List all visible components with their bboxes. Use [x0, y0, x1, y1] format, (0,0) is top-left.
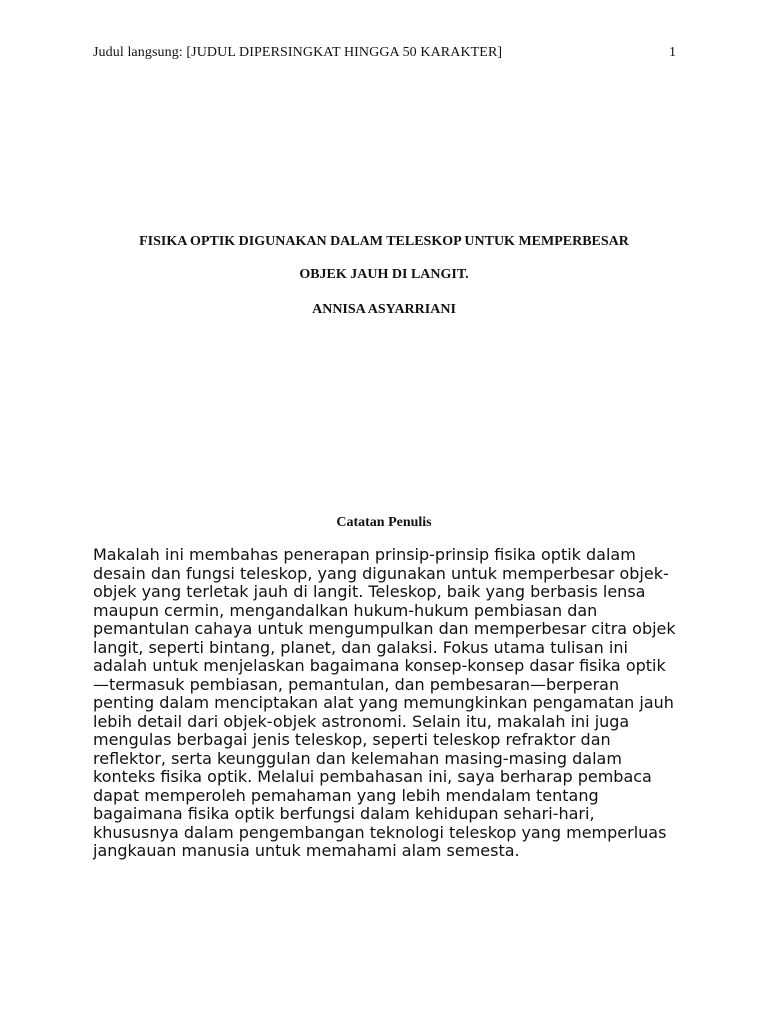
author-note-heading: Catatan Penulis: [336, 515, 432, 530]
author-note-body: Makalah ini membahas penerapan prinsip-prinsip fisika optik dalam desain dan fungsi teleskop, yang digunakan untuk memperbesar objek-objek yang terletak jauh di langit. Teleskop, baik yang berbasis lensa maupun cermin, mengandalkan hukum-hukum pembiasan dan pemantulan cahaya untuk mengumpulkan dan memperbesar citra objek langit, seperti bintang, planet, dan galaksi. Fokus utama tulisan ini adalah untuk menjelaskan bagaimana konsep-konsep dasar fisika optik—termasuk pembiasan, pemantulan, dan pembesaran—berperan penting dalam menciptakan alat yang memungkinkan pengamatan jauh lebih detail dari objek-objek astronomi. Selain itu, makalah ini juga mengulas berbagai jenis teleskop, seperti teleskop refraktor dan reflektor, serta keunggulan dan kelemahan masing-masing dalam konteks fisika optik. Melalui pembahasan ini, saya berharap pembaca dapat memperoleh pemahaman yang lebih mendalam tentang bagaimana fisika optik berfungsi dalam kehidupan sehari-hari, khususnya dalam pengembangan teknologi teleskop yang memperluas jangkauan manusia untuk memahami alam semesta.: [93, 545, 676, 860]
page-number: 1: [669, 45, 676, 60]
author-name: ANNISA ASYARRIANI: [312, 302, 456, 317]
paper-title-line-2: OBJEK JAUH DI LANGIT.: [299, 267, 469, 282]
running-head: Judul langsung: [JUDUL DIPERSINGKAT HINGGA 50 KARAKTER]: [93, 45, 503, 60]
paper-title-line-1: FISIKA OPTIK DIGUNAKAN DALAM TELESKOP UNTUK MEMPERBESAR: [139, 234, 629, 249]
